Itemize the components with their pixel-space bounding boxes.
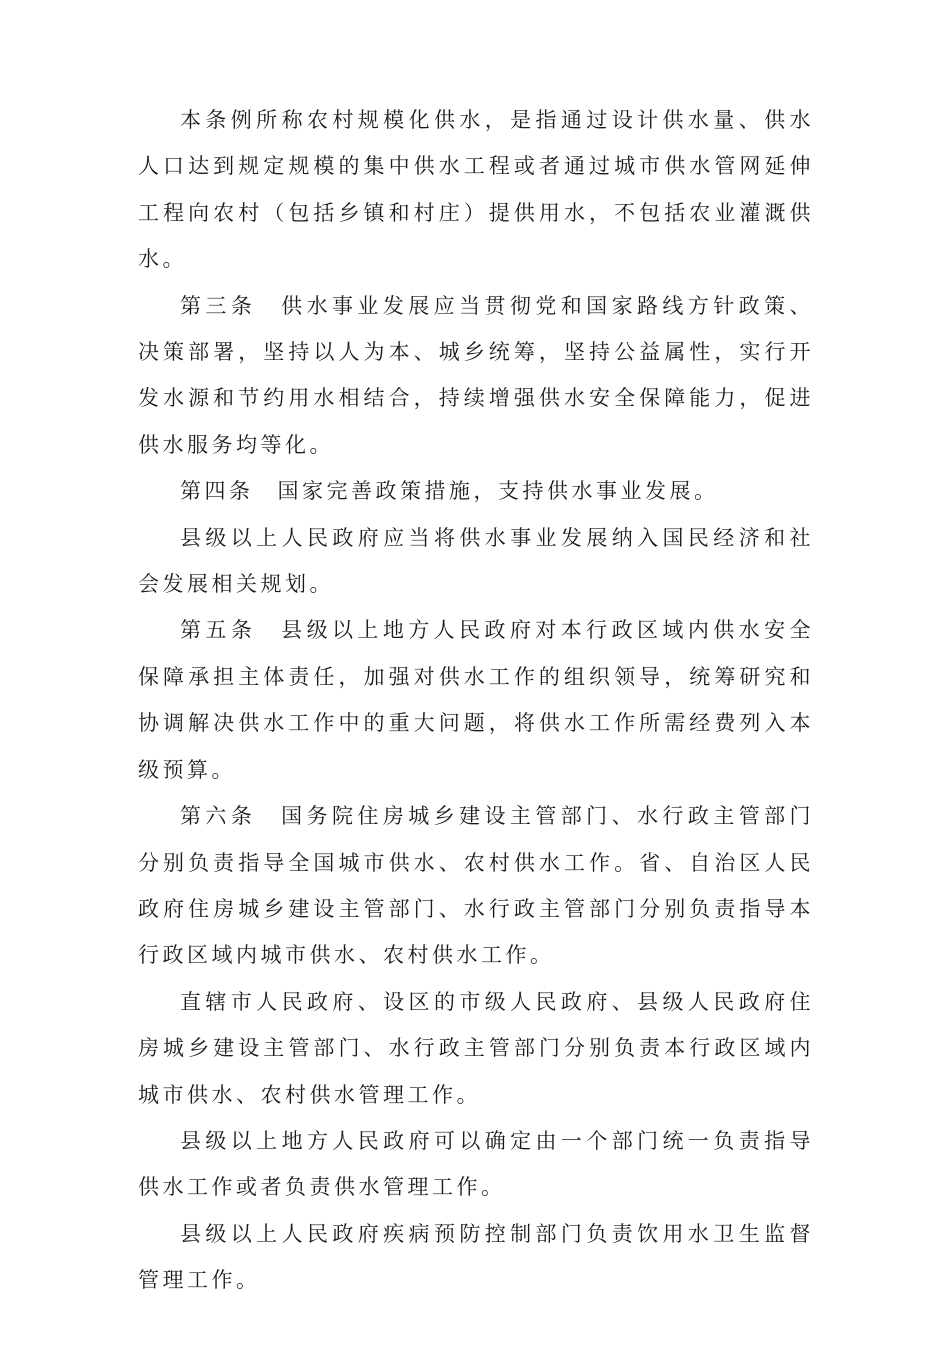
article-number: 第三条 xyxy=(180,293,257,318)
article-number: 第四条 xyxy=(180,479,254,504)
article-paragraph xyxy=(138,793,814,979)
paragraph-text: 本条例所称农村规模化供水，是指通过设计供水量、供水人口达到规定规模的集中供水工程或者通过城市供水管网延伸工程向农村（包括乡镇和村庄）提供用水，不包括农业灌溉供水。 xyxy=(138,108,814,272)
article-paragraph xyxy=(138,283,814,469)
document-body xyxy=(138,97,814,1304)
article-paragraph xyxy=(138,468,814,514)
paragraph-text: 直辖市人民政府、设区的市级人民政府、县级人民政府住房城乡建设主管部门、水行政主管部门分别负责本行政区域内城市供水、农村供水管理工作。 xyxy=(138,989,814,1107)
paragraph-text: 国务院住房城乡建设主管部门、水行政主管部门分别负责指导全国城市供水、农村供水工作。省、自治区人民政府住房城乡建设主管部门、水行政主管部门分别负责指导本行政区域内城市供水、农村供水工作。 xyxy=(138,804,814,968)
paragraph xyxy=(138,979,814,1118)
article-number: 第五条 xyxy=(180,618,257,643)
paragraph xyxy=(138,1211,814,1304)
paragraph-text: 县级以上地方人民政府可以确定由一个部门统一负责指导供水工作或者负责供水管理工作。 xyxy=(138,1128,814,1200)
paragraph-text: 国家完善政策措施，支持供水事业发展。 xyxy=(277,479,719,504)
article-paragraph xyxy=(138,607,814,793)
paragraph-text: 供水事业发展应当贯彻党和国家路线方针政策、决策部署，坚持以人为本、城乡统筹，坚持公益属性，实行开发水源和节约用水相结合，持续增强供水安全保障能力，促进供水服务均等化。 xyxy=(138,293,814,457)
paragraph-text: 县级以上人民政府疾病预防控制部门负责饮用水卫生监督管理工作。 xyxy=(138,1221,814,1293)
paragraph-text: 县级以上人民政府应当将供水事业发展纳入国民经济和社会发展相关规划。 xyxy=(138,525,814,597)
paragraph xyxy=(138,515,814,608)
paragraph xyxy=(138,97,814,283)
article-number: 第六条 xyxy=(180,804,257,829)
paragraph-text: 县级以上地方人民政府对本行政区域内供水安全保障承担主体责任，加强对供水工作的组织领导，统筹研究和协调解决供水工作中的重大问题，将供水工作所需经费列入本级预算。 xyxy=(138,618,814,782)
paragraph xyxy=(138,1118,814,1211)
